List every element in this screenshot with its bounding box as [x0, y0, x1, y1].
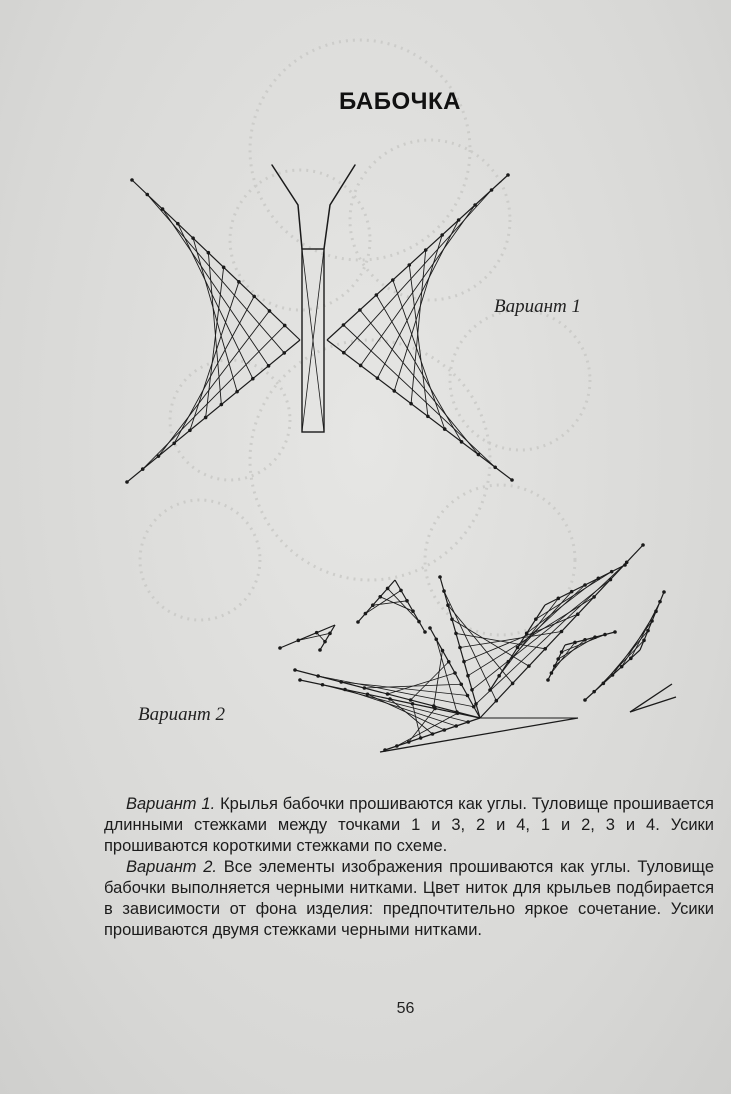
wing-tip-left: [278, 625, 335, 652]
variant-1-label: Вариант 1: [494, 296, 582, 317]
wing-lower-left: [298, 678, 480, 752]
wing-small-top: [356, 580, 427, 634]
paragraph-variant-1: Вариант 1. Крылья бабочки прошиваются как углы. Туловище прошивается длинными стежками между точками 1 и 3, 2 и 4, 1 и 2, 3 и 4. Усики прошиваются короткими стежками по схеме.: [104, 795, 714, 855]
variant-2-label: Вариант 2: [138, 704, 226, 725]
paragraph-variant-2: Вариант 2. Все элементы изображения прошиваются как углы. Туловище бабочки выполняется черными нитками. Цвет ниток для крыльев подбирается в зависимости от фона изделия: предпочтительно яркое сочетание. Усики прошиваются двумя стежками черными нитками.: [104, 858, 714, 939]
wing-upper-large: [438, 543, 645, 718]
wing-far-right: [583, 590, 666, 702]
body-and-antennae-variant-2: [380, 684, 676, 752]
wing-left-fan: [293, 626, 480, 718]
page-title: БАБОЧКА: [339, 88, 461, 115]
wing-small-right: [546, 630, 617, 682]
instructions-text: [104, 794, 714, 941]
page-number: 56: [396, 1000, 415, 1017]
